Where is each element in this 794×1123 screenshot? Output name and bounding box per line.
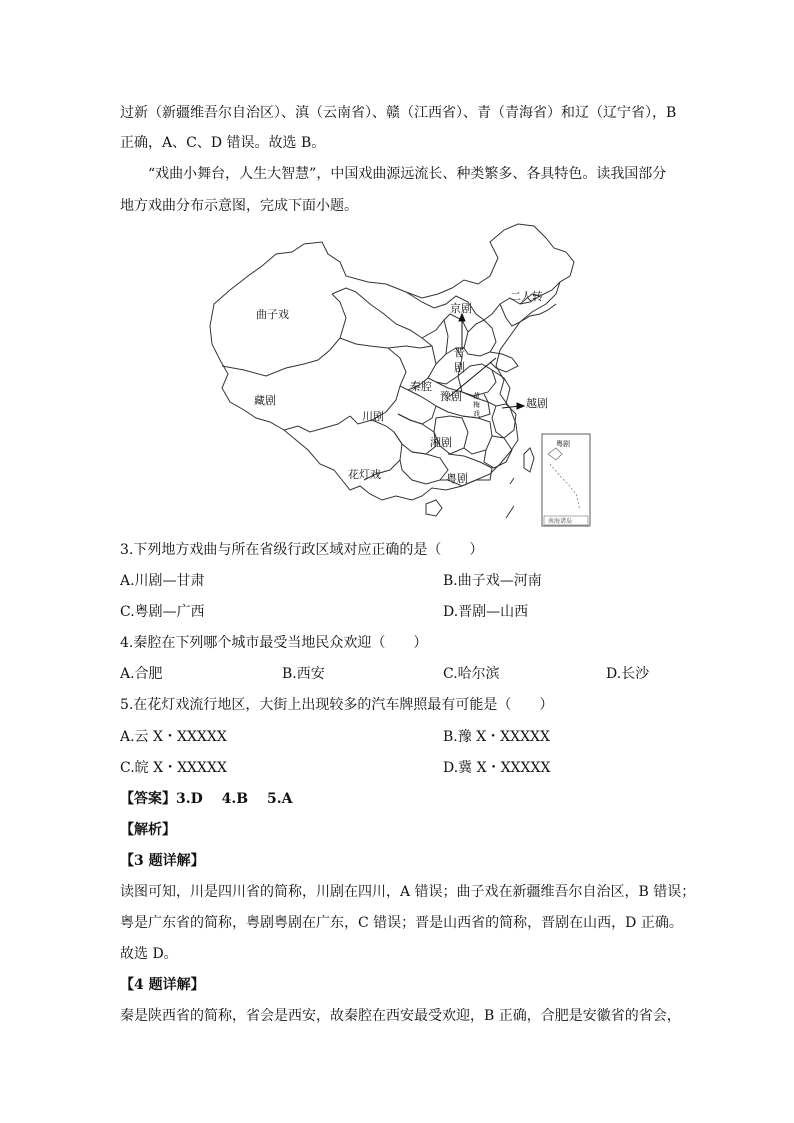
question-3-option-b: B.曲子戏—河南	[443, 573, 542, 589]
hainan-outline	[426, 500, 442, 516]
china-outline	[210, 224, 574, 500]
label-yuju: 豫剧	[440, 390, 462, 403]
question-5-option-c: C.皖 X・XXXXX	[120, 760, 227, 776]
question-3-option-a: A.川剧—甘肃	[120, 573, 205, 589]
q4-detail-heading: 【4 题详解】	[120, 977, 205, 993]
label-yueju-guangdong: 粤剧	[446, 472, 468, 485]
question-4-option-d: D.长沙	[606, 666, 650, 682]
q3-detail-line-2: 粤是广东省的简称，粤剧粤剧在广东，C 错误；晋是山西省的简称，晋剧在山西，D 正确。	[120, 915, 683, 931]
prev-answer-line-1: 过新（新疆维吾尔自治区）、滇（云南省）、赣（江西省）、青（青海省）和辽（辽宁省），B	[120, 105, 677, 121]
label-jingju: 京剧	[450, 302, 472, 315]
answer-line: 【答案】3.D 4.B 5.A	[120, 791, 293, 807]
label-huadengxi: 花灯戏	[348, 468, 381, 481]
question-3-stem: 3.下列地方戏曲与所在省级行政区域对应正确的是（ ）	[120, 542, 484, 558]
question-3-option-d: D.晋剧—山西	[443, 604, 529, 620]
q3-detail-line-1: 读图可知，川是四川省的简称，川剧在四川，A 错误；曲子戏在新疆维吾尔自治区，B 错误；	[120, 884, 696, 900]
prev-answer-line-2: 正确，A、C、D 错误。故选 B。	[120, 135, 326, 151]
question-5-option-b: B.豫 X・XXXXX	[443, 729, 550, 745]
label-jinju-2: 剧	[454, 361, 465, 374]
label-huangmeixi-2: 梅	[473, 401, 480, 409]
label-inset-caption: 南海诸岛	[548, 518, 573, 525]
label-yueju-zhejiang: 越剧	[526, 397, 548, 410]
label-zangju: 藏剧	[254, 394, 276, 407]
label-chuanju: 川剧	[362, 410, 384, 423]
intro-line-1: “戏曲小舞台，人生大智慧”，中国戏曲源远流长、种类繁多、各具特色。读我国部分	[148, 166, 667, 182]
question-4-option-a: A.合肥	[120, 666, 163, 682]
question-5-option-a: A.云 X・XXXXX	[120, 729, 227, 745]
q3-detail-line-3: 故选 D。	[120, 946, 178, 962]
opera-distribution-map	[200, 218, 596, 534]
question-3-option-c: C.粤剧—广西	[120, 604, 205, 620]
label-errenzhuan: 二人转	[510, 290, 543, 303]
label-huangmeixi-3: 戏	[473, 410, 480, 418]
intro-line-2: 地方戏曲分布示意图，完成下面小题。	[120, 198, 358, 214]
q4-detail-line-1: 秦是陕西省的简称，省会是西安，故秦腔在西安最受欢迎，B 正确，合肥是安徽省的省会，	[120, 1008, 681, 1024]
question-5-stem: 5.在花灯戏流行地区，大街上出现较多的汽车牌照最有可能是（ ）	[120, 697, 554, 713]
label-quzixi: 曲子戏	[256, 308, 289, 321]
question-4-stem: 4.秦腔在下列哪个城市最受当地民众欢迎（ ）	[120, 635, 428, 651]
label-qinqiang: 秦腔	[410, 380, 432, 393]
q3-detail-heading: 【3 题详解】	[120, 853, 205, 869]
label-huangmeixi-1: 黄	[473, 392, 480, 400]
china-map-svg	[200, 218, 596, 534]
label-jinju-1: 晋	[454, 346, 465, 359]
question-5-option-d: D.冀 X・XXXXX	[443, 760, 551, 776]
analysis-heading: 【解析】	[120, 822, 176, 838]
taiwan-outline	[524, 448, 534, 472]
label-xiangju: 湘剧	[430, 436, 452, 449]
label-inset-yueju: 粤剧	[556, 440, 570, 448]
question-4-option-b: B.西安	[282, 666, 325, 682]
question-4-option-c: C.哈尔滨	[443, 666, 500, 682]
